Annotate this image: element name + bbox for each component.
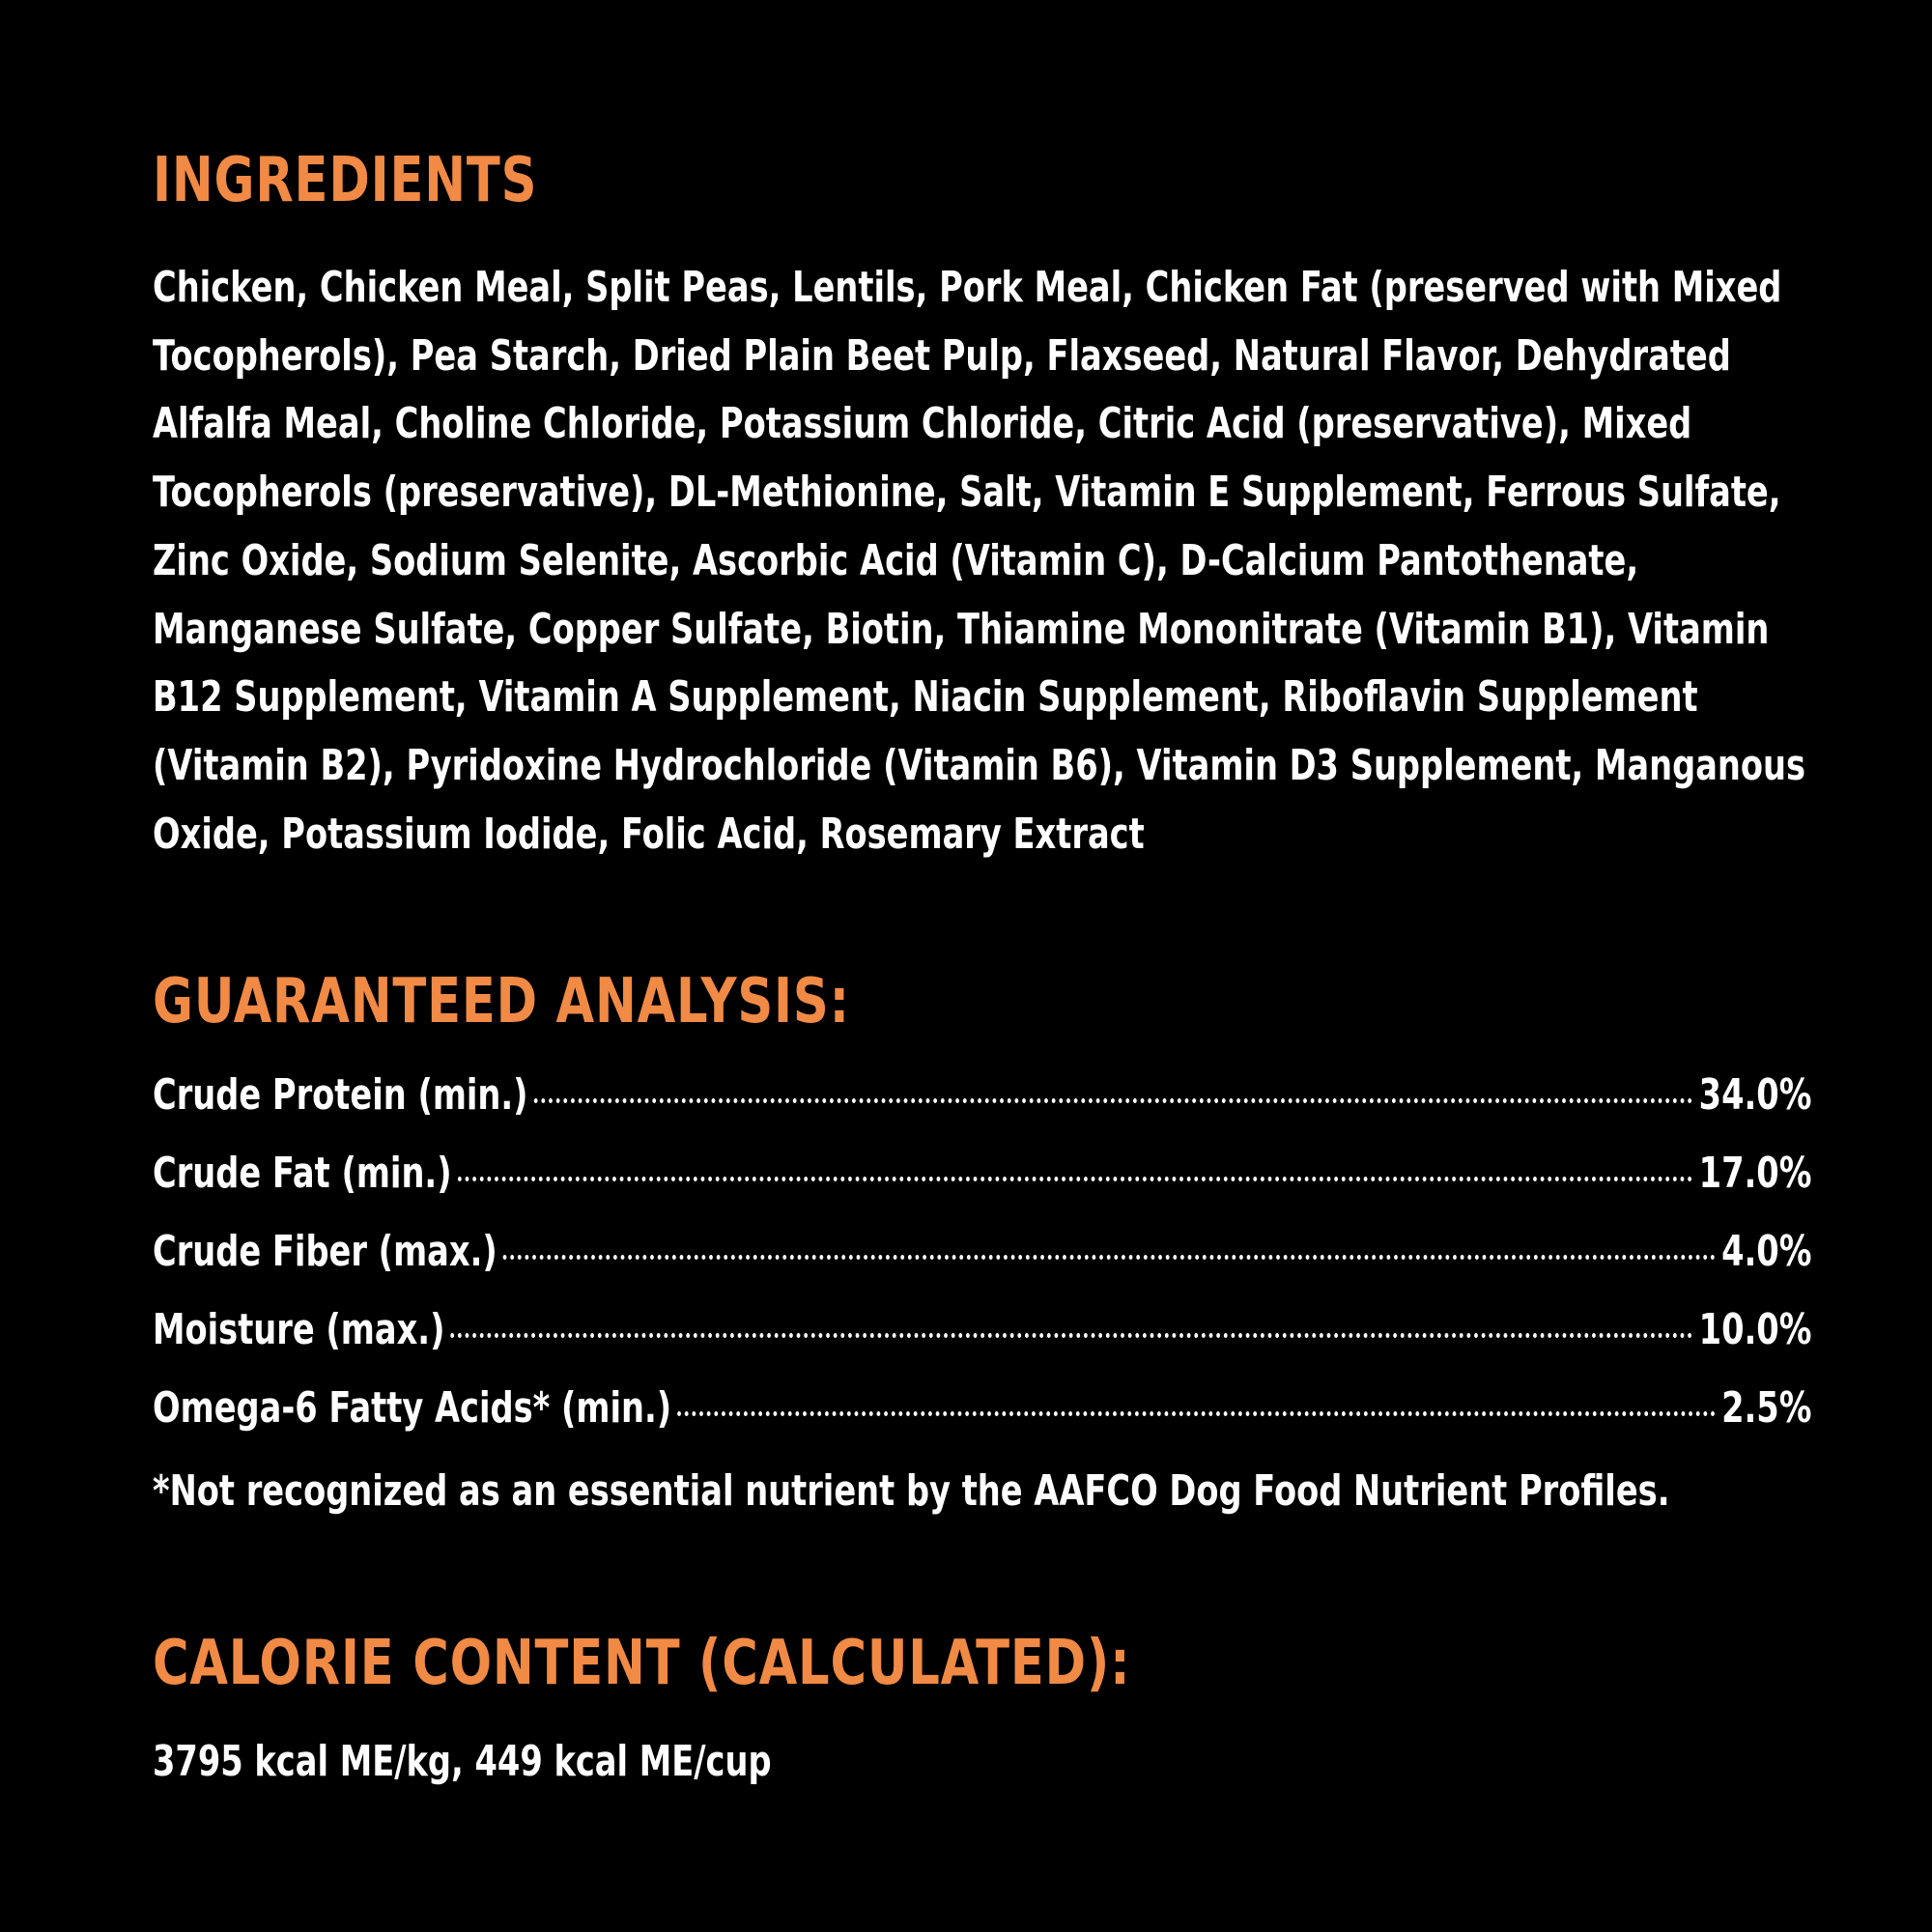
analysis-label: Moisture (max.) <box>153 1305 445 1354</box>
guaranteed-analysis-heading: GUARANTEED ANALYSIS: <box>153 966 850 1037</box>
analysis-label: Crude Fat (min.) <box>153 1149 452 1198</box>
ingredients-heading: INGREDIENTS <box>153 145 538 216</box>
analysis-label: Omega-6 Fatty Acids* (min.) <box>153 1383 672 1433</box>
analysis-value: 34.0% <box>1698 1070 1812 1120</box>
dot-leader <box>503 1255 1716 1260</box>
calorie-content-value: 3795 kcal ME/kg, 449 kcal ME/cup <box>153 1737 772 1786</box>
analysis-value: 4.0% <box>1721 1227 1812 1276</box>
analysis-row-omega-6 <box>153 1383 1811 1462</box>
dot-leader <box>677 1411 1716 1416</box>
calorie-content-heading: CALORIE CONTENT (CALCULATED): <box>153 1628 1131 1699</box>
analysis-label: Crude Protein (min.) <box>153 1070 528 1120</box>
guaranteed-analysis-table <box>153 1070 1811 1462</box>
analysis-label: Crude Fiber (max.) <box>153 1227 497 1276</box>
analysis-row-crude-fat <box>153 1149 1811 1227</box>
analysis-footnote: *Not recognized as an essential nutrient by the AAFCO Dog Food Nutrient Profiles. <box>153 1466 1670 1516</box>
analysis-row-crude-fiber <box>153 1227 1811 1305</box>
analysis-row-moisture <box>153 1305 1811 1383</box>
analysis-value: 2.5% <box>1721 1383 1812 1433</box>
analysis-value: 10.0% <box>1698 1305 1812 1354</box>
dot-leader <box>458 1177 1693 1181</box>
analysis-value: 17.0% <box>1698 1149 1812 1198</box>
analysis-row-crude-protein <box>153 1070 1811 1149</box>
dot-leader <box>451 1333 1693 1338</box>
dot-leader <box>534 1098 1693 1103</box>
ingredients-list: Chicken, Chicken Meal, Split Peas, Lentils, Pork Meal, Chicken Fat (preserved with Mixed Tocopherols), Pea Starch, Dried Plain Beet Pulp, Flaxseed, Natural Flavor, Dehydrated Alfalfa Meal, Choline Chloride, Potassium Chloride, Citric Acid (preservative), Mixed Tocopherols (preservative), DL-Methionine, Salt, Vitamin E Supplement, Ferrous Sulfate, Zinc Oxide, Sodium Selenite, Ascorbic Acid (Vitamin C), D-Calcium Pantothenate, Manganese Sulfate, Copper Sulfate, Biotin, Thiamine Mononitrate (Vitamin B1), Vitamin B12 Supplement, Vitamin A Supplement, Niacin Supplement, Riboflavin Supplement (Vitamin B2), Pyridoxine Hydrochloride (Vitamin B6), Vitamin D3 Supplement, Manganous Oxide, Potassium Iodide, Folic Acid, Rosemary Extract <box>153 263 1805 859</box>
